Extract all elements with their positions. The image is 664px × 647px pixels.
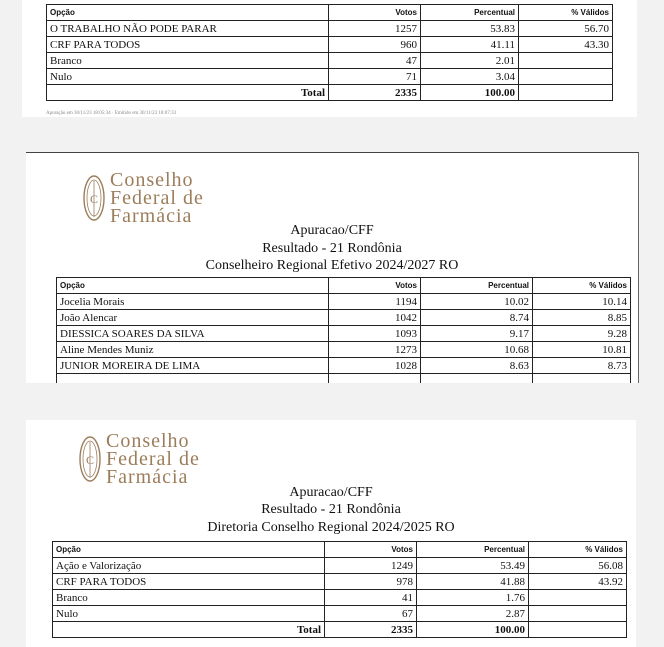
- table-row: [57, 294, 631, 310]
- table-row: [47, 21, 613, 37]
- conselheiro-results-panel: [26, 152, 639, 383]
- cell-validos: 8.85: [533, 310, 631, 326]
- cell-opcao: João Alencar: [57, 310, 329, 326]
- cell-votos: 1042: [329, 310, 421, 326]
- table-header-row: [53, 542, 627, 558]
- cell-votos: 1194: [329, 294, 421, 310]
- table-row: [53, 574, 627, 590]
- header-validos: % Válidos: [529, 542, 627, 558]
- diretoria-results-table: [52, 541, 627, 638]
- header-percentual: Percentual: [421, 278, 533, 294]
- cell-validos: [529, 606, 627, 622]
- cell-percentual: 41.11: [421, 37, 519, 53]
- total-row: [53, 622, 627, 638]
- cell-validos: [519, 69, 613, 85]
- svg-text:C: C: [89, 192, 99, 206]
- svg-text:C: C: [85, 453, 95, 467]
- top-results-panel: [22, 0, 637, 117]
- top-results-table: [46, 4, 613, 101]
- cell-percentual: 1.76: [417, 590, 529, 606]
- table-row: [53, 606, 627, 622]
- logo-line-2: Federal de: [106, 448, 200, 470]
- cell-percentual: 2.87: [417, 606, 529, 622]
- cell-votos: 1249: [325, 558, 417, 574]
- total-percentual: 100.00: [421, 85, 519, 101]
- cell-opcao: Nulo: [53, 606, 325, 622]
- caduceus-icon: [82, 173, 106, 223]
- cell-validos: 43.30: [519, 37, 613, 53]
- cell-percentual: 53.83: [421, 21, 519, 37]
- cell-votos: 1093: [329, 326, 421, 342]
- total-label: Total: [53, 622, 325, 638]
- total-votos: 2335: [329, 85, 421, 101]
- cell-validos: 56.08: [529, 558, 627, 574]
- cell-validos: [519, 53, 613, 69]
- table-header-row: [57, 278, 631, 294]
- cell-percentual: 3.04: [421, 69, 519, 85]
- logo-line-1: Conselho: [110, 169, 194, 191]
- cell-votos: 1273: [329, 342, 421, 358]
- total-validos: [529, 622, 627, 638]
- caduceus-icon: [78, 434, 102, 484]
- doc-heading-3: Diretoria Conselho Regional 2024/2025 RO: [207, 520, 455, 535]
- cell-opcao: DIESSICA SOARES DA SILVA: [57, 326, 329, 342]
- logo-line-3: Farmácia: [110, 205, 193, 227]
- cff-logo: [82, 171, 204, 225]
- diretoria-results-panel: [26, 420, 636, 647]
- total-row: [47, 85, 613, 101]
- cell-votos: 71: [329, 69, 421, 85]
- cell-votos: 978: [325, 574, 417, 590]
- table-header-row: [47, 5, 613, 21]
- cell-opcao: Nulo: [47, 69, 329, 85]
- cell-validos: 56.70: [519, 21, 613, 37]
- doc-heading-1: Apuracao/CFF: [289, 485, 373, 500]
- header-votos: Votos: [329, 278, 421, 294]
- cell-votos: 1028: [329, 358, 421, 374]
- cell-votos: 47: [329, 53, 421, 69]
- cell-percentual: 41.88: [417, 574, 529, 590]
- doc-heading-3: Conselheiro Regional Efetivo 2024/2027 RO: [205, 258, 459, 273]
- total-label: Total: [47, 85, 329, 101]
- cff-logo: [78, 432, 200, 486]
- cell-opcao: Ação e Valorização: [53, 558, 325, 574]
- doc-heading-1: Apuracao/CFF: [290, 223, 374, 238]
- header-opcao: Opção: [53, 542, 325, 558]
- table-row: [57, 326, 631, 342]
- table-row: [53, 590, 627, 606]
- header-votos: Votos: [329, 5, 421, 21]
- header-percentual: Percentual: [417, 542, 529, 558]
- header-percentual: Percentual: [421, 5, 519, 21]
- header-validos: % Válidos: [533, 278, 631, 294]
- cell-votos: 960: [329, 37, 421, 53]
- cell-validos: 10.14: [533, 294, 631, 310]
- logo-line-1: Conselho: [106, 430, 190, 452]
- cell-opcao: O TRABALHO NÃO PODE PARAR: [47, 21, 329, 37]
- total-validos: [519, 85, 613, 101]
- cell-percentual: 53.49: [417, 558, 529, 574]
- cell-percentual: 10.68: [421, 342, 533, 358]
- cell-validos: 8.73: [533, 358, 631, 374]
- table-row: [57, 310, 631, 326]
- table-row: [57, 342, 631, 358]
- table-row: [57, 374, 631, 384]
- cell-percentual: 9.17: [421, 326, 533, 342]
- cell-percentual: 8.63: [421, 358, 533, 374]
- total-percentual: 100.00: [417, 622, 529, 638]
- header-votos: Votos: [325, 542, 417, 558]
- cell-percentual: 2.01: [421, 53, 519, 69]
- table-row: [47, 53, 613, 69]
- footer-timestamp: Apuração em 30/11/23 18:05:34 · Emitido em 30/11/23 18:07:33: [46, 111, 177, 116]
- cell-validos: 43.92: [529, 574, 627, 590]
- conselheiro-results-table: [56, 277, 631, 383]
- cell-validos: 9.28: [533, 326, 631, 342]
- table-row: [53, 558, 627, 574]
- cell-votos: 67: [325, 606, 417, 622]
- header-validos: % Válidos: [519, 5, 613, 21]
- cell-opcao: CRF PARA TODOS: [47, 37, 329, 53]
- cell-validos: 10.81: [533, 342, 631, 358]
- table-row: [47, 37, 613, 53]
- cell-percentual: 10.02: [421, 294, 533, 310]
- header-opcao: Opção: [57, 278, 329, 294]
- cell-validos: [529, 590, 627, 606]
- cell-opcao: CRF PARA TODOS: [53, 574, 325, 590]
- header-opcao: Opção: [47, 5, 329, 21]
- table-row: [57, 358, 631, 374]
- cell-opcao: Aline Mendes Muniz: [57, 342, 329, 358]
- cell-votos: 1257: [329, 21, 421, 37]
- cell-opcao: Branco: [53, 590, 325, 606]
- cell-percentual: 8.74: [421, 310, 533, 326]
- cell-votos: 41: [325, 590, 417, 606]
- total-votos: 2335: [325, 622, 417, 638]
- table-row: [47, 69, 613, 85]
- cell-opcao: Jocelia Morais: [57, 294, 329, 310]
- cell-opcao: JUNIOR MOREIRA DE LIMA: [57, 358, 329, 374]
- logo-line-3: Farmácia: [106, 466, 189, 488]
- cell-opcao: Branco: [47, 53, 329, 69]
- logo-line-2: Federal de: [110, 187, 204, 209]
- doc-heading-2: Resultado - 21 Rondônia: [261, 502, 401, 517]
- doc-heading-2: Resultado - 21 Rondônia: [262, 241, 402, 256]
